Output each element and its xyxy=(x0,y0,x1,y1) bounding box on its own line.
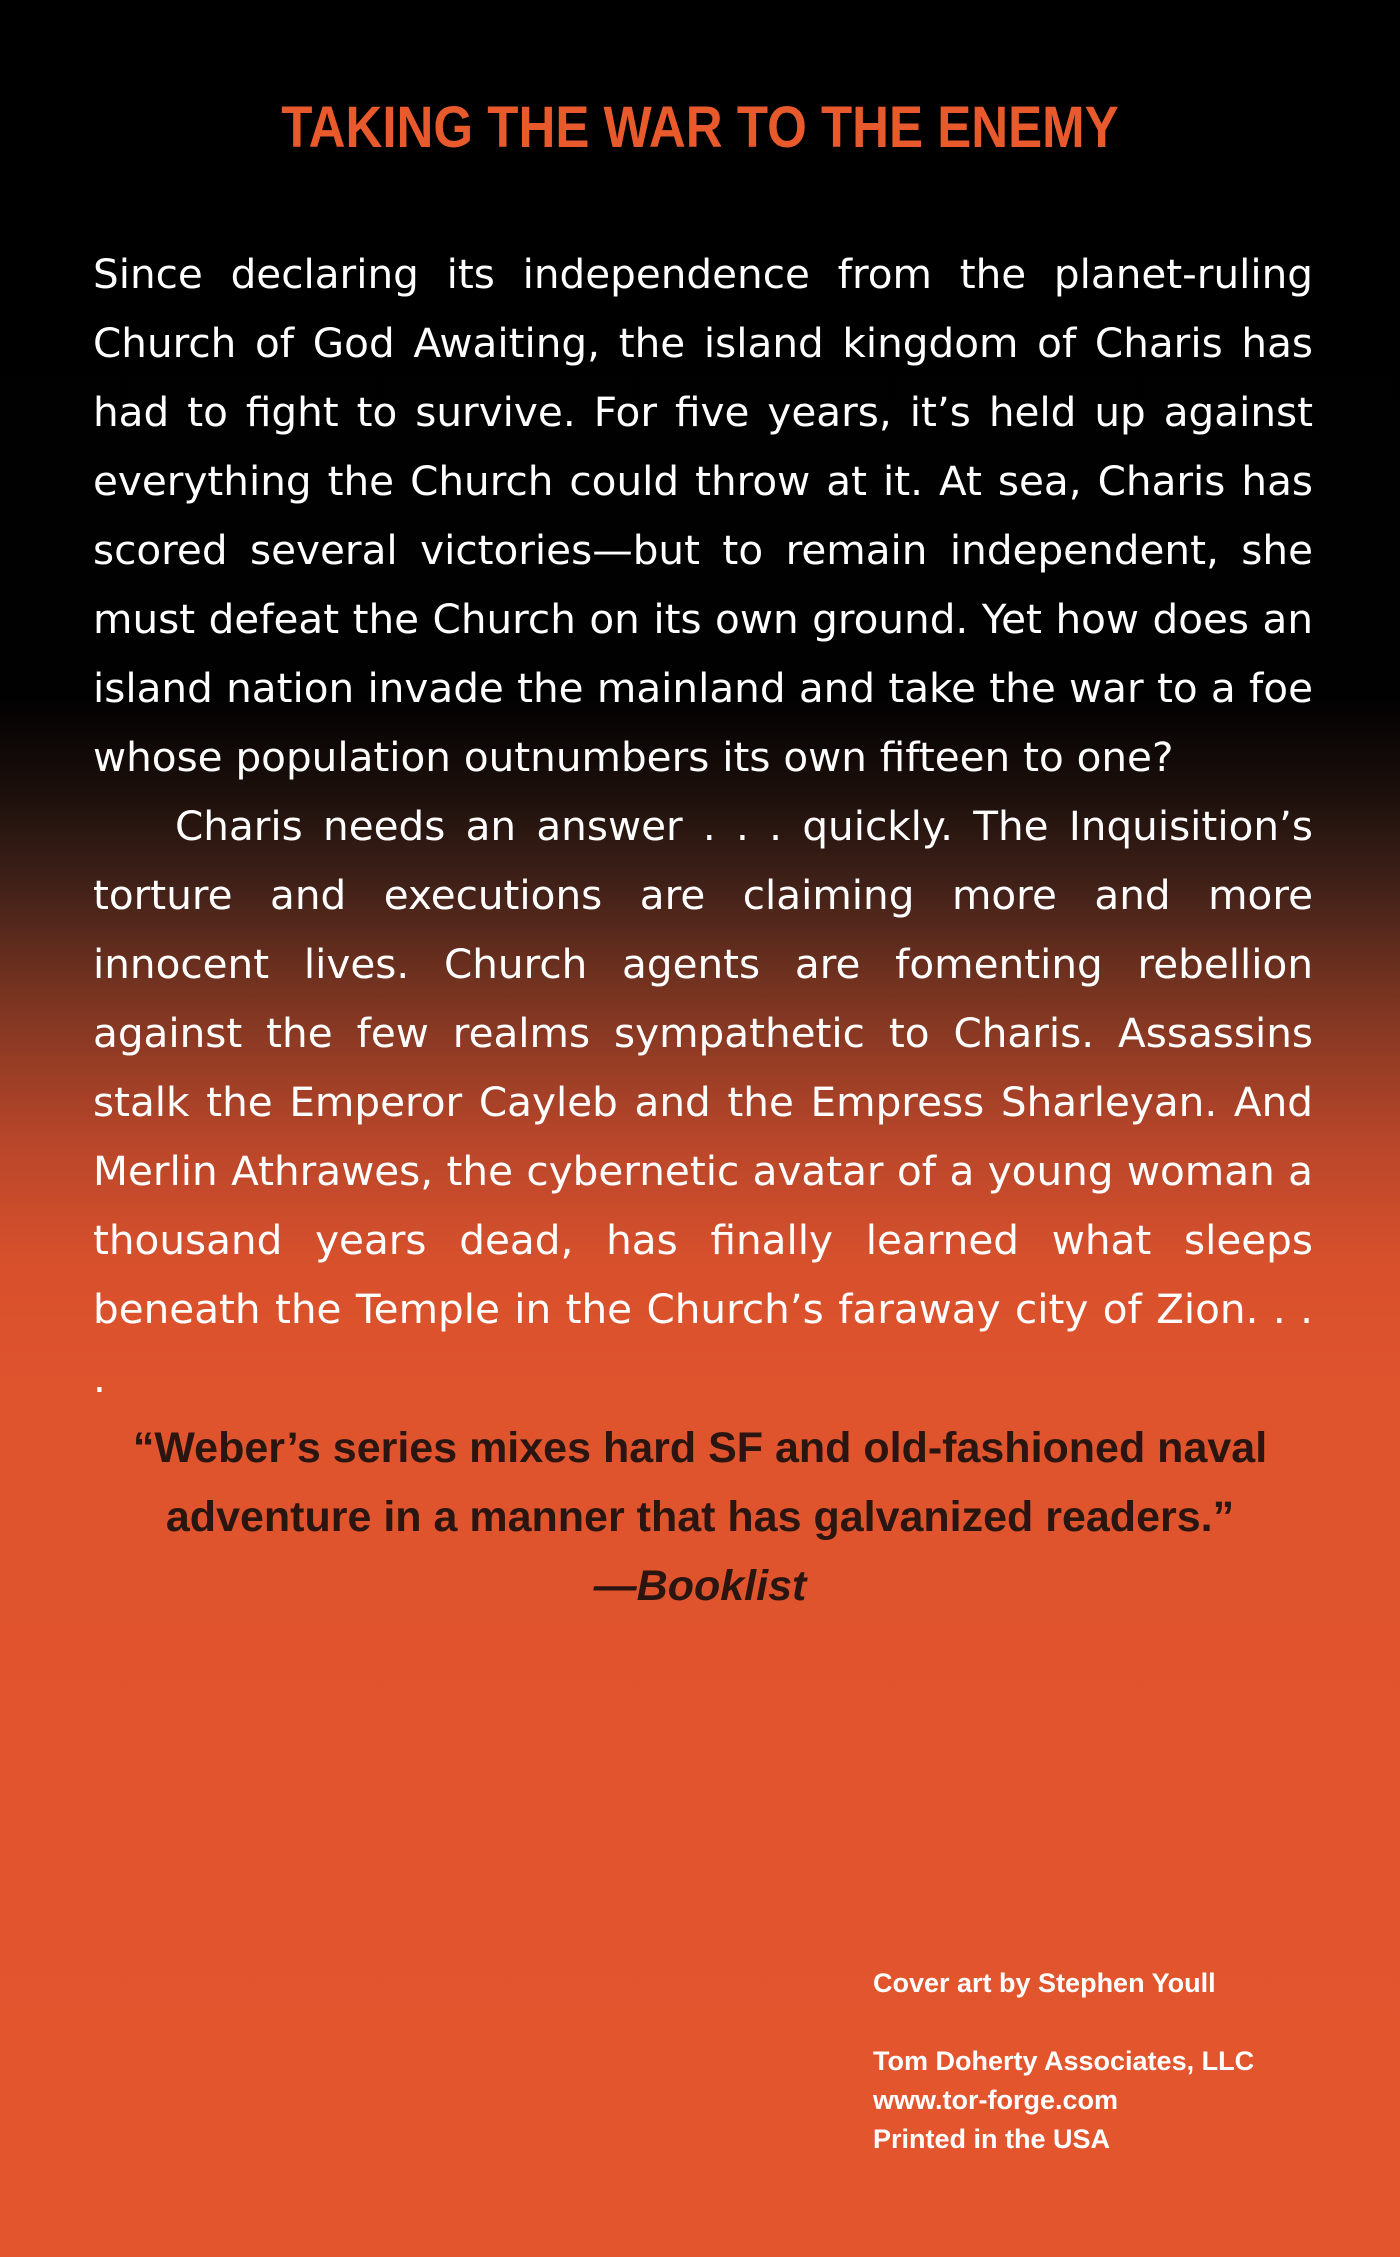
blurb-paragraph-1: Since declaring its independence from the planet-ruling Church of God Awaiting, the island kingdom of Charis has had to fight to survive. For five years, it’s held up against everything the Church could throw at it. At sea, Charis has scored several victories—but to remain independent, she must defeat the Church on its own ground. Yet how does an island nation invade the mainland and take the war to a foe whose population outnumbers its own fifteen to one? xyxy=(93,250,1313,781)
review-quote xyxy=(100,1414,1300,1621)
review-quote-text: “Weber’s series mixes hard SF and old-fashioned naval adventure in a manner that has galvanized readers.” xyxy=(132,1424,1268,1541)
review-attribution: —Booklist xyxy=(593,1562,807,1610)
publisher-website: www.tor-forge.com xyxy=(873,2085,1119,2115)
publisher-name: Tom Doherty Associates, LLC xyxy=(873,2046,1255,2076)
printed-in: Printed in the USA xyxy=(873,2124,1111,2154)
cover-art-credit: Cover art by Stephen Youll xyxy=(873,1968,1216,1998)
credits-spacer xyxy=(873,2003,1353,2042)
blurb xyxy=(93,240,1313,1413)
credits xyxy=(873,1964,1353,2159)
headline: TAKING THE WAR TO THE ENEMY xyxy=(281,95,1119,160)
blurb-paragraph-2: Charis needs an answer . . . quickly. The Inquisition’s torture and executions are claiming more and more innocent lives. Church agents are fomenting rebellion against the few realms sympathetic to Charis. Assassins stalk the Emperor Cayleb and the Empress Sharleyan. And Merlin Athrawes, the cybernetic avatar of a young woman a thousand years dead, has finally learned what sleeps beneath the Temple in the Church’s faraway city of Zion. . . . xyxy=(93,802,1313,1402)
